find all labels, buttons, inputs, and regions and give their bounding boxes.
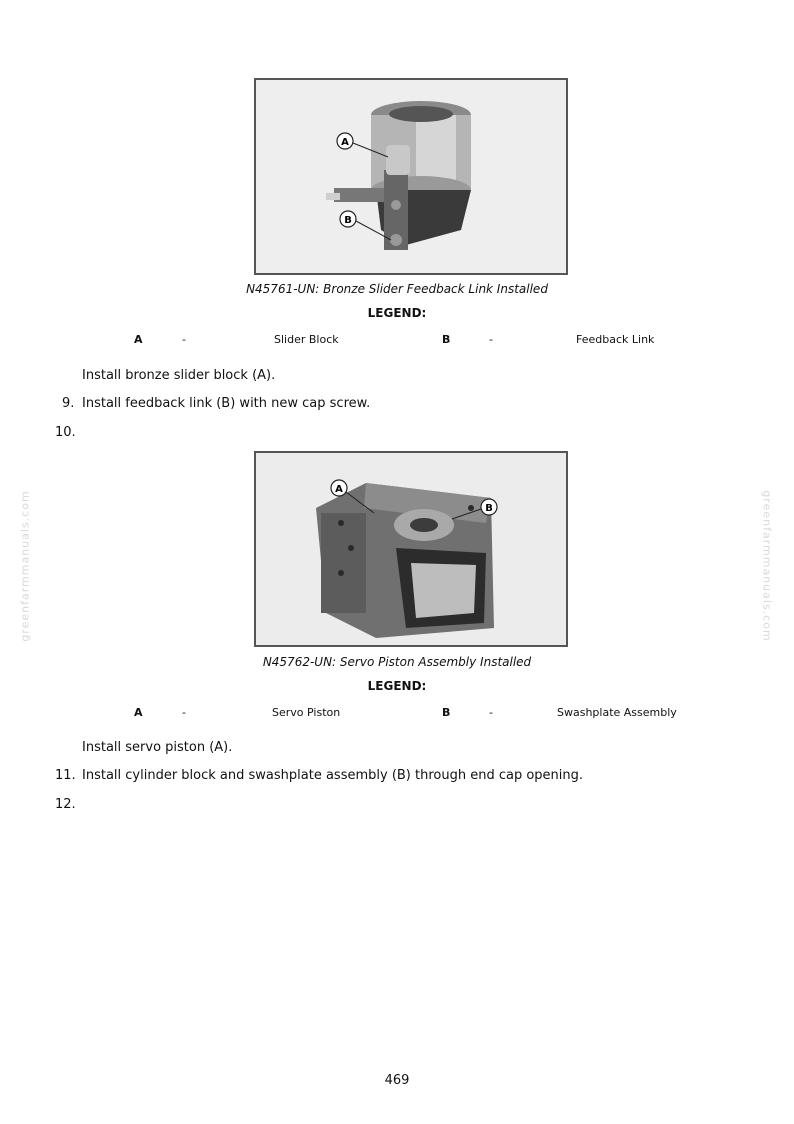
step-text: Install cylinder block and swashplate assembly (B) through end cap opening. [82,768,584,783]
step-text: Install feedback link (B) with new cap screw. [82,396,371,411]
photo-slider-feedback-link [256,80,566,273]
step-text: Install bronze slider block (A). [82,368,276,383]
legend-label: Slider Block [274,333,339,346]
step-number: 12. [55,797,76,812]
step-number: 9. [62,396,75,411]
legend-title: LEGEND: [367,679,427,693]
figure-caption: N45761-UN: Bronze Slider Feedback Link Installed [246,282,548,296]
step-number: 10. [55,425,76,440]
photo-servo-piston-assembly [256,453,566,645]
figure-servo-piston-assembly [254,451,568,647]
legend-label: Swashplate Assembly [557,706,677,719]
legend-key: B [442,706,451,719]
legend-label: Servo Piston [272,706,341,719]
legend-separator: - [182,706,186,719]
legend-row [0,333,794,349]
callout-a-label: A [341,137,349,148]
step-number: 11. [55,768,76,783]
legend-title: LEGEND: [367,306,427,320]
legend-label: Feedback Link [576,333,655,346]
figure-caption: N45762-UN: Servo Piston Assembly Installed [262,655,532,669]
page-number: 469 [384,1073,410,1088]
legend-separator: - [182,333,186,346]
legend-key: A [134,706,143,719]
legend-key: B [442,333,451,346]
watermark-right: greenfarmmanuals.com [760,490,774,642]
callout-b-label: B [344,215,352,226]
step-text: Install servo piston (A). [82,740,233,755]
callout-a-label: A [335,484,343,495]
watermark-left: greenfarmmanuals.com [18,490,32,642]
legend-separator: - [489,333,493,346]
legend-row [0,706,794,722]
legend-key: A [134,333,143,346]
figure-slider-feedback-link [254,78,568,275]
callout-b-label: B [485,503,493,514]
legend-separator: - [489,706,493,719]
